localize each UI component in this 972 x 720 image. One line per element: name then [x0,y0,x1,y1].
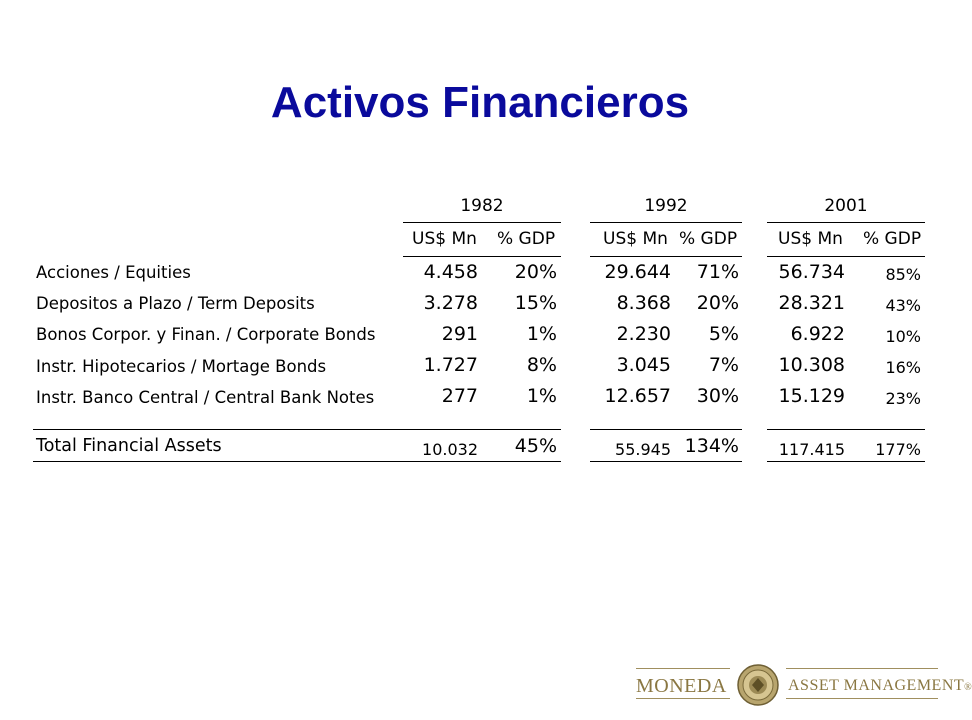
year-2001-underline [767,222,925,223]
header-underline-1982 [403,256,561,257]
row-mortage-2001-usd: 10.308 [778,354,845,376]
logo-rule-left [636,668,730,669]
year-1982-header: 1982 [460,196,504,216]
row-mortage-2001-gdp: 16% [885,358,921,377]
logo-text-asset-management [788,677,972,695]
col-1992-usd: US$ Mn [603,229,668,249]
row-equities-2001-usd: 56.734 [778,261,845,283]
col-1982-gdp: % GDP [497,229,556,249]
total-label: Total Financial Assets [36,436,222,456]
logo-rule-right [786,668,938,669]
total-1992-gdp: 134% [684,435,739,457]
col-2001-usd: US$ Mn [778,229,843,249]
total-1982-usd: 10.032 [422,440,478,459]
row-corporate-1982-usd: 291 [441,323,478,345]
row-corporate-1982-gdp: 1% [526,323,557,345]
total-bottom-line-1992 [590,461,742,462]
total-1982-gdp: 45% [514,435,557,457]
header-underline-2001 [767,256,925,257]
row-equities-2001-gdp: 85% [885,265,921,284]
coin-emblem-icon [736,663,780,707]
row-label-mortage-bonds: Instr. Hipotecarios / Mortage Bonds [36,357,327,376]
row-deposits-1982-gdp: 15% [514,292,557,314]
col-2001-gdp: % GDP [863,229,922,249]
row-label-equities: Acciones / Equities [36,263,191,282]
total-top-line-1992 [590,429,742,430]
registered-mark: ® [964,682,972,693]
row-mortage-1992-gdp: 7% [708,354,739,376]
total-1992-usd: 55.945 [615,440,671,459]
logo-asset-management-label: ASSET MANAGEMENT [788,677,965,694]
row-label-corporate-bonds: Bonos Corpor. y Finan. / Corporate Bonds [36,325,376,344]
total-bottom-line-2001 [767,461,925,462]
row-deposits-1992-usd: 8.368 [616,292,671,314]
logo-text-moneda: MONEDA [636,675,727,697]
row-label-central-bank-notes: Instr. Banco Central / Central Bank Notes [36,388,375,407]
year-1992-underline [590,222,742,223]
row-central-1992-usd: 12.657 [604,385,671,407]
year-2001-header: 2001 [824,196,868,216]
col-1992-gdp: % GDP [679,229,738,249]
year-1982-underline [403,222,561,223]
row-corporate-2001-usd: 6.922 [790,323,845,345]
total-bottom-line-label [33,461,561,462]
total-2001-gdp: 177% [875,440,921,459]
row-deposits-1982-usd: 3.278 [423,292,478,314]
row-deposits-2001-gdp: 43% [885,296,921,315]
row-mortage-1982-gdp: 8% [526,354,557,376]
year-1992-header: 1992 [644,196,688,216]
row-central-2001-usd: 15.129 [778,385,845,407]
logo-rule-left-bottom [636,698,730,699]
row-corporate-2001-gdp: 10% [885,327,921,346]
logo-rule-right-bottom [786,698,938,699]
total-top-line-label [33,429,561,430]
row-corporate-1992-gdp: 5% [708,323,739,345]
row-central-1982-gdp: 1% [526,385,557,407]
row-deposits-1992-gdp: 20% [696,292,739,314]
page-title: Activos Financieros [270,78,690,127]
row-central-2001-gdp: 23% [885,389,921,408]
row-mortage-1982-usd: 1.727 [423,354,478,376]
row-label-term-deposits: Depositos a Plazo / Term Deposits [36,294,315,313]
row-central-1992-gdp: 30% [696,385,739,407]
row-corporate-1992-usd: 2.230 [616,323,671,345]
col-1982-usd: US$ Mn [412,229,477,249]
header-underline-1992 [590,256,742,257]
row-mortage-1992-usd: 3.045 [616,354,671,376]
row-equities-1992-usd: 29.644 [604,261,671,283]
total-2001-usd: 117.415 [778,440,845,459]
row-equities-1982-usd: 4.458 [423,261,478,283]
moneda-logo [636,663,972,707]
row-deposits-2001-usd: 28.321 [778,292,845,314]
total-top-line-2001 [767,429,925,430]
row-central-1982-usd: 277 [441,385,478,407]
row-equities-1982-gdp: 20% [514,261,557,283]
row-equities-1992-gdp: 71% [696,261,739,283]
